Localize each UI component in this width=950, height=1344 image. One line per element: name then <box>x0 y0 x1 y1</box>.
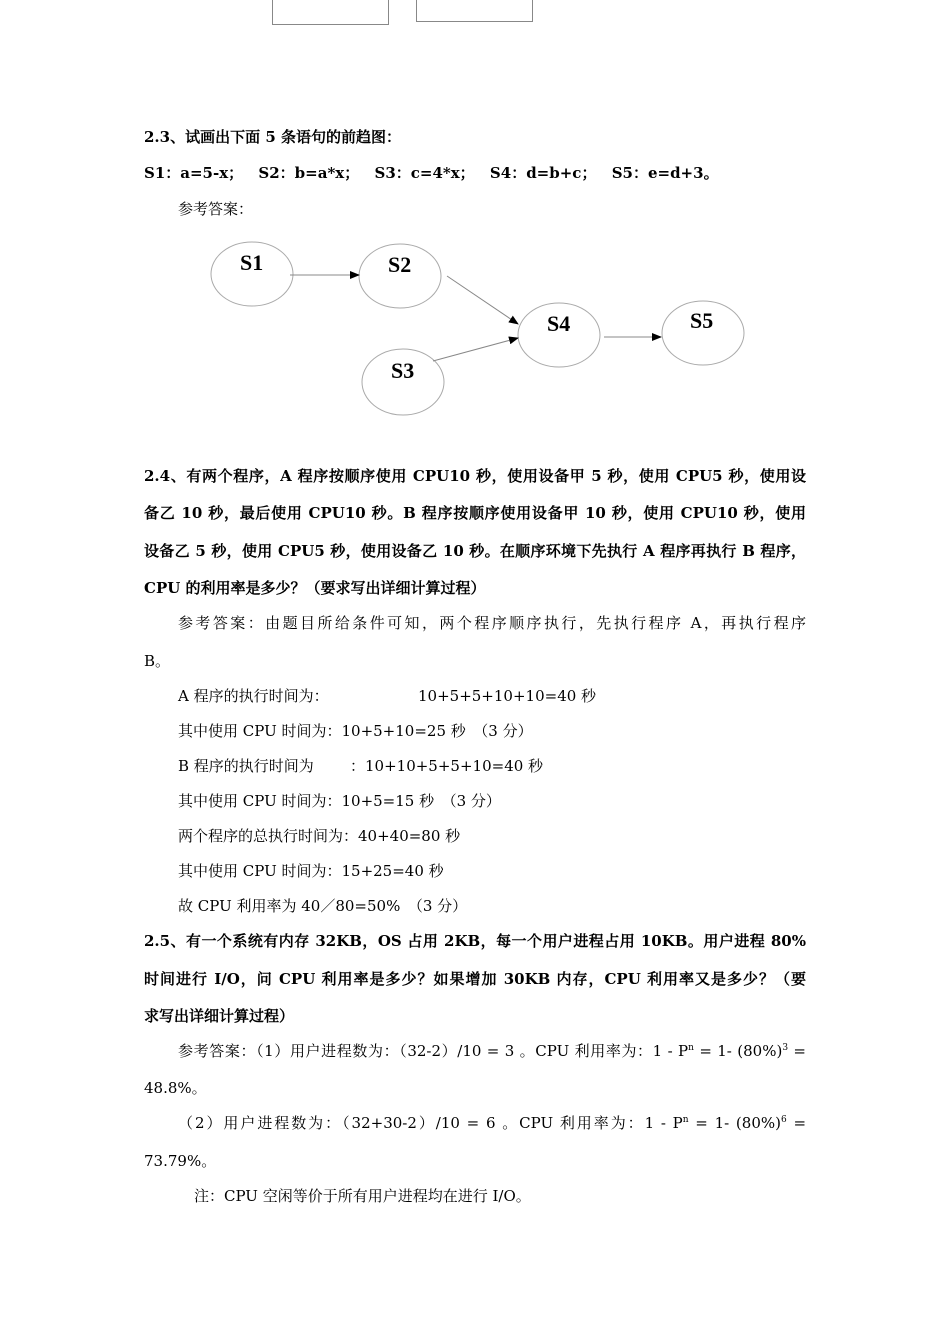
statement-s2: S2：b=a*x； <box>258 164 360 182</box>
statement-s1: S1：a=5-x； <box>144 164 244 182</box>
q24-line-2: 备乙 10 秒，最后使用 CPU10 秒。B 程序按顺序使用设备甲 10 秒，使用 CPU10 秒，使用 <box>144 504 806 522</box>
q25-ans2-suffix: = <box>786 1114 807 1132</box>
q25-ans2-sup-n: n <box>682 1115 689 1125</box>
node-label-s5: S5 <box>690 308 714 333</box>
edge-s3-s4 <box>433 338 518 361</box>
q24-total-cpu: 其中使用 CPU 时间为：15+25=40 秒 <box>178 862 444 880</box>
statement-s3: S3：c=4*x； <box>374 164 475 182</box>
q25-ans1-suffix: = <box>788 1042 806 1060</box>
q25-ans1-mid: = 1- (80%) <box>693 1042 783 1060</box>
q24-b-time-label: B 程序的执行时间为 <box>178 757 314 775</box>
q25-ans1-sup-n: n <box>688 1043 694 1053</box>
q25-answer-2 <box>178 1113 806 1133</box>
node-label-s1: S1 <box>240 250 264 275</box>
q24-b-time-value: ：10+10+5+5+10=40 秒 <box>350 757 544 775</box>
q24-line-4: CPU 的利用率是多少？（要求写出详细计算过程） <box>144 579 486 597</box>
q24-line-3: 设备乙 5 秒，使用 CPU5 秒，使用设备乙 10 秒。在顺序环境下先执行 A 程序再执行 B 程序， <box>144 542 806 560</box>
q25-answer-1-result: 48.8%。 <box>144 1079 207 1097</box>
q24-b-cpu: 其中使用 CPU 时间为：10+5=15 秒 （3 分） <box>178 792 501 810</box>
q24-answer-line-1: 参考答案：由题目所给条件可知，两个程序顺序执行，先执行程序 A，再执行程序 <box>178 614 806 632</box>
q25-answer-2-result: 73.79%。 <box>144 1152 217 1170</box>
q25-ans2-prefix: （2）用户进程数为：（32+30-2）/10 = 6 。CPU 利用率为：1 - P <box>178 1114 683 1132</box>
q23-title: 2.3、试画出下面 5 条语句的前趋图： <box>144 128 401 146</box>
q24-line-1: 2.4、有两个程序，A 程序按顺序使用 CPU10 秒，使用设备甲 5 秒，使用 CPU5 秒，使用设 <box>144 467 806 485</box>
node-label-s3: S3 <box>391 358 415 383</box>
q24-rate: 故 CPU 利用率为 40／80=50% （3 分） <box>178 897 468 915</box>
q25-line-2: 时间进行 I/O，问 CPU 利用率是多少？如果增加 30KB 内存，CPU 利用率又是多少？（要 <box>144 970 806 988</box>
q25-line-3: 求写出详细计算过程） <box>144 1007 295 1025</box>
q25-ans1-sup-exp: 3 <box>782 1043 789 1053</box>
q25-ans2-mid: = 1- (80%) <box>688 1114 781 1132</box>
statement-s5: S5：e=d+3。 <box>611 164 719 182</box>
q24-answer-line-2: B。 <box>144 652 171 670</box>
q25-answer-1 <box>178 1041 806 1061</box>
node-label-s2: S2 <box>388 252 412 277</box>
q24-total: 两个程序的总执行时间为：40+40=80 秒 <box>178 827 461 845</box>
q25-line-1: 2.5、有一个系统有内存 32KB，OS 占用 2KB，每一个用户进程占用 10KB。用户进程 80% <box>144 932 806 950</box>
q25-ans1-prefix: 参考答案：（1）用户进程数为：（32-2）/10 = 3 。CPU 利用率为：1 - P <box>178 1042 689 1060</box>
q23-answer-label: 参考答案： <box>178 200 254 218</box>
edge-s2-s4 <box>447 276 518 324</box>
q25-note: 注：CPU 空闲等价于所有用户进程均在进行 I/O。 <box>194 1187 531 1205</box>
q24-a-time-label: A 程序的执行时间为： <box>178 687 329 705</box>
q24-a-time-value: 10+5+5+10+10=40 秒 <box>418 687 597 705</box>
q24-a-cpu: 其中使用 CPU 时间为：10+5+10=25 秒 （3 分） <box>178 722 533 740</box>
q25-ans2-sup-exp: 6 <box>780 1115 787 1125</box>
statement-s4: S4：d=b+c； <box>489 164 597 182</box>
node-label-s4: S4 <box>547 311 571 336</box>
